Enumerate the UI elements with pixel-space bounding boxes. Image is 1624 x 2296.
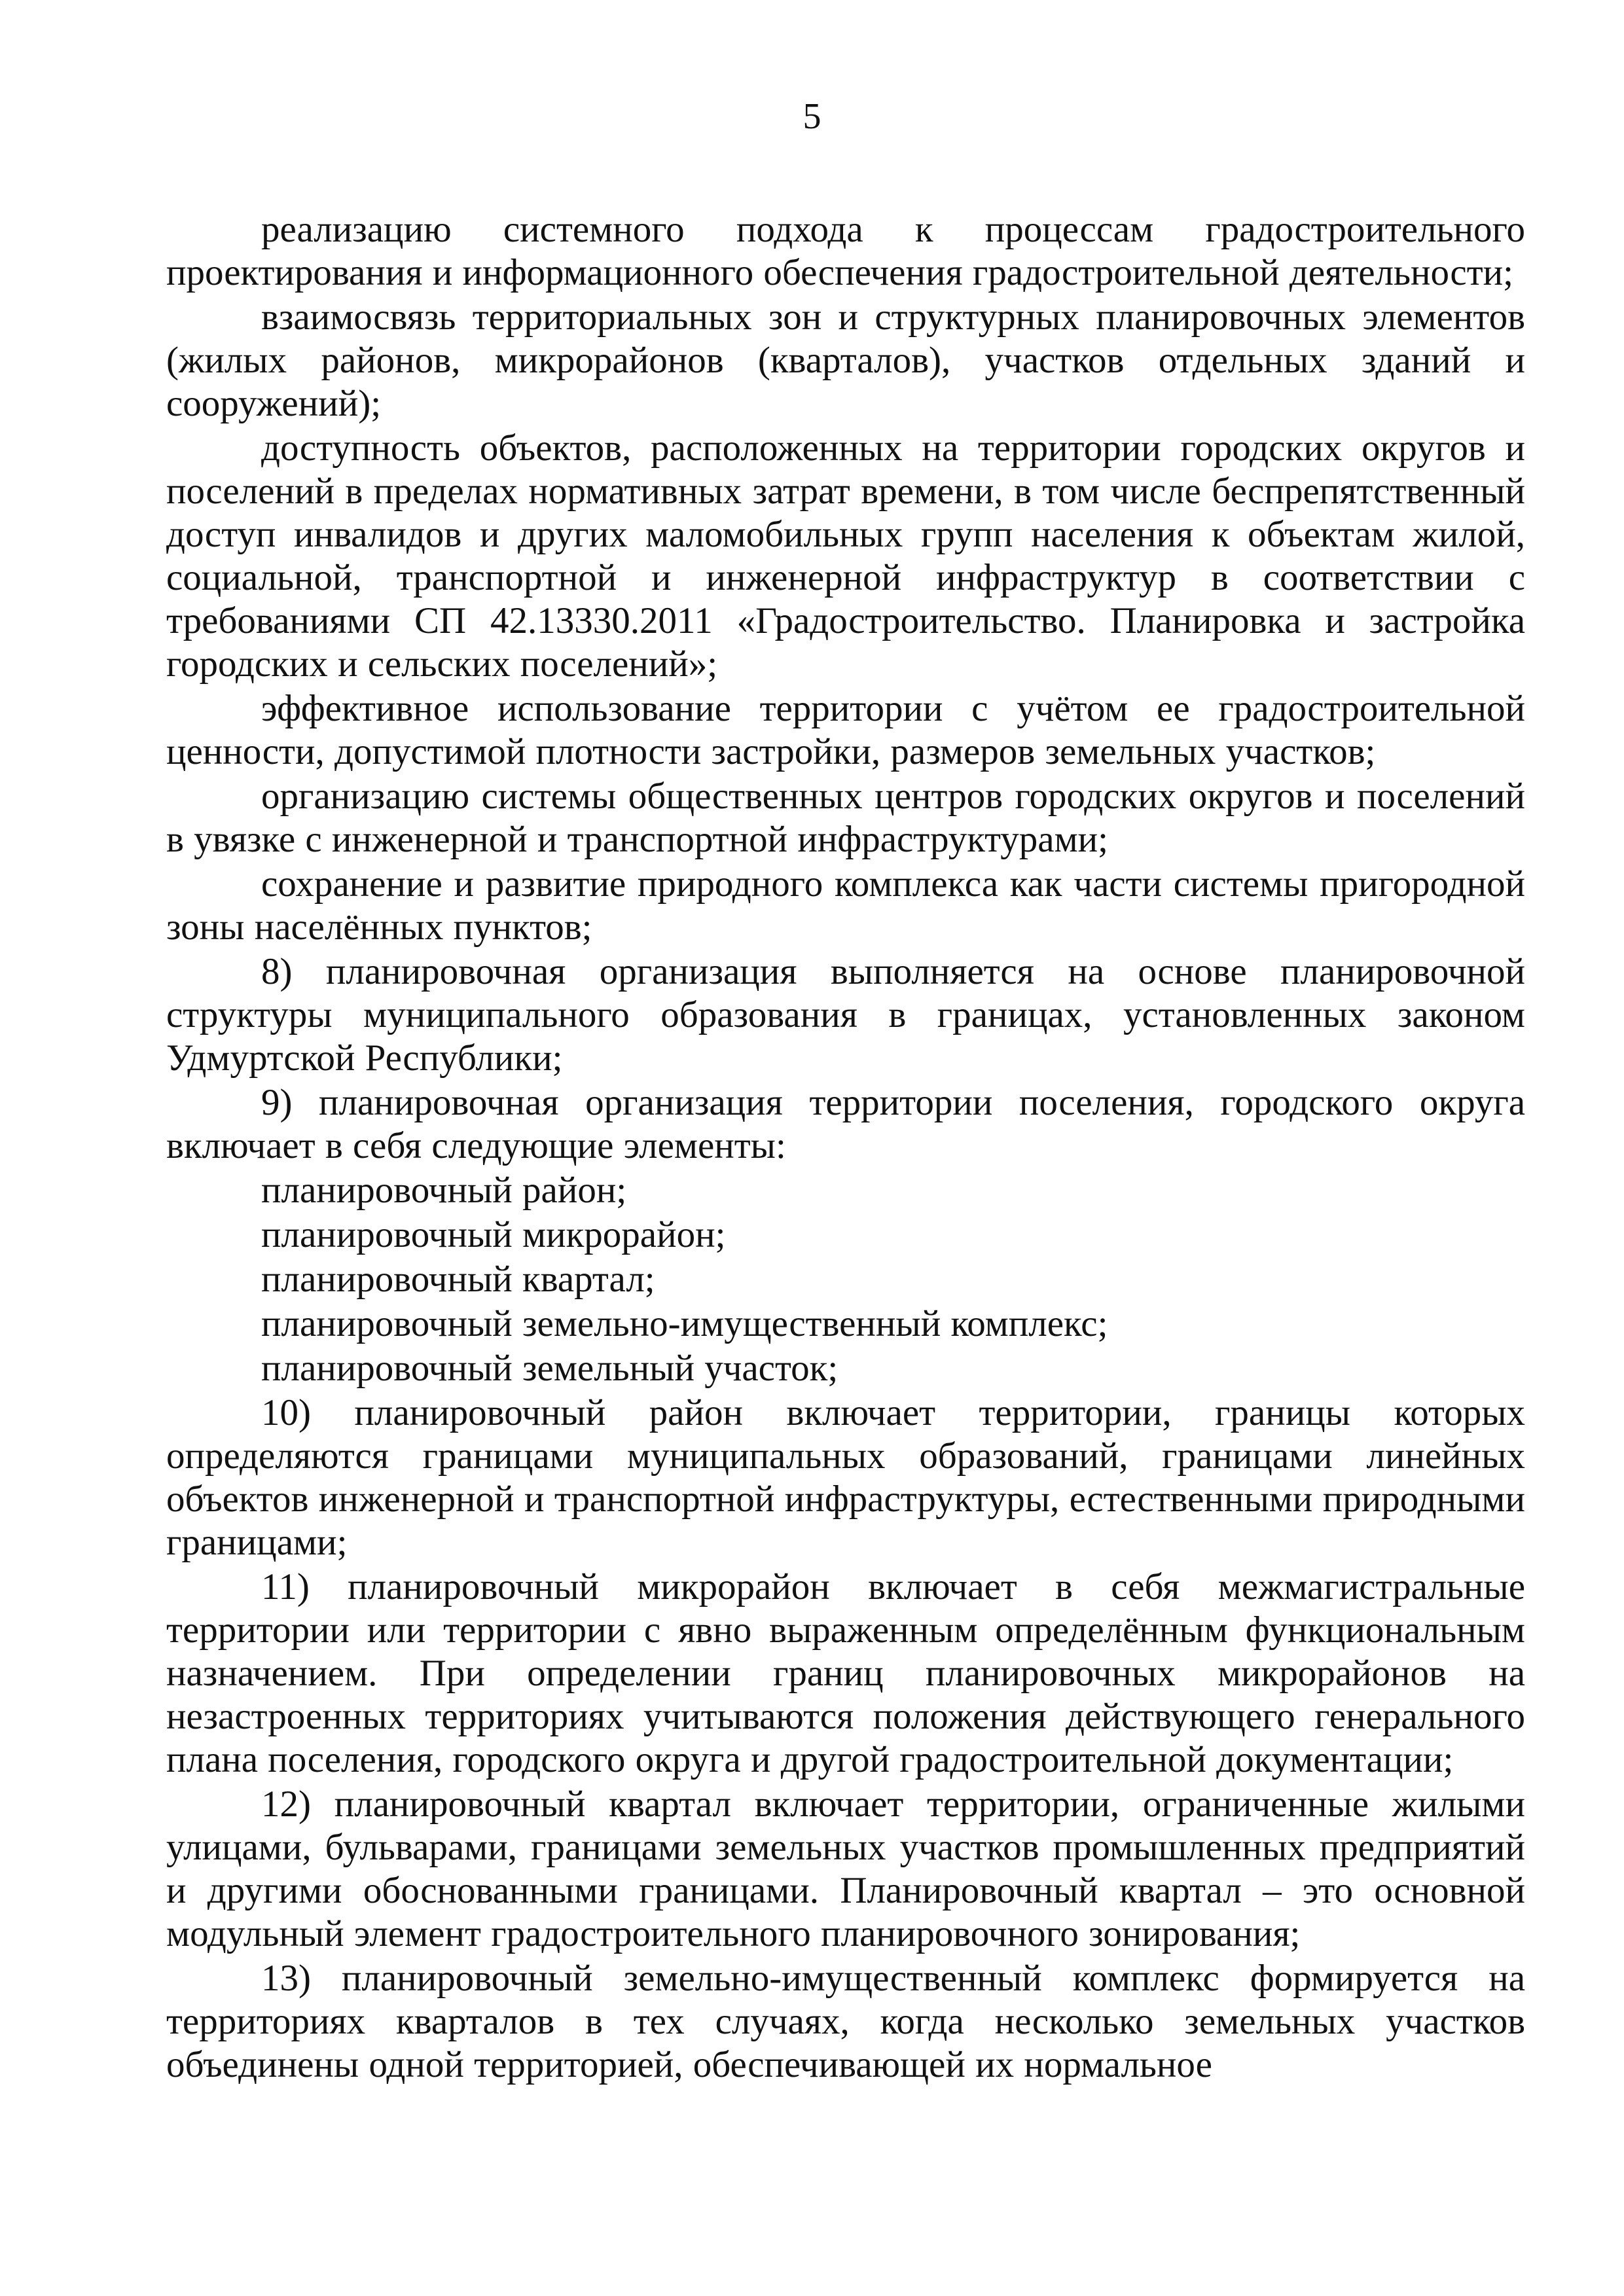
paragraph-accessibility: доступность объектов, расположенных на территории городских округов и поселений в пределах нормативных затрат времени, в том числе беспрепятственный доступ инвалидов и других маломобильных групп населения к объектам жилой, социальной, транспортной и инженерной инфраструктур в соответствии с требованиями СП 42.13330.2011 «Градостроительство. Планировка и застройка городских и сельских поселений»;	[166, 427, 1525, 685]
element-land-property-complex: планировочный земельно-имущественный комплекс;	[261, 1303, 1108, 1344]
page-number: 5	[803, 96, 821, 137]
list-item-10: 10) планировочный район включает территории, границы которых определяются границами муниципальных образований, границами линейных объектов инженерной и транспортной инфраструктуры, естественными природными границами;	[166, 1392, 1525, 1563]
list-item-13: 13) планировочный земельно-имущественный комплекс формируется на территориях кварталов в тех случаях, когда несколько земельных участков объединены одной территорией, обеспечивающей их нормальное	[166, 1958, 1525, 2085]
paragraph-system-approach: реализацию системного подхода к процессам градостроительного проектирования и информационного обеспечения градостроительной деятельности;	[166, 209, 1525, 293]
list-item-8: 8) планировочная организация выполняется на основе планировочной структуры муниципального образования в границах, установленных законом Удмуртской Республики;	[166, 951, 1525, 1079]
element-land-plot: планировочный земельный участок;	[261, 1348, 839, 1389]
list-item-12: 12) планировочный квартал включает территории, ограниченные жилыми улицами, бульварами, границами земельных участков промышленных предприятий и другими обоснованными границами. Планировочный квартал – это основной модульный элемент градостроительного планировочного зонирования;	[166, 1784, 1525, 1954]
paragraph-nature-complex: сохранение и развитие природного комплекса как части системы пригородной зоны населённых пунктов;	[166, 863, 1525, 948]
element-quarter: планировочный квартал;	[261, 1259, 655, 1300]
paragraph-zones-relationship: взаимосвязь территориальных зон и структурных планировочных элементов (жилых районов, микрорайонов (кварталов), участков отдельных зданий и сооружений);	[166, 296, 1525, 424]
list-item-11: 11) планировочный микрорайон включает в себя межмагистральные территории или территории с явно выраженным определённым функциональным назначением. При определении границ планировочных микрорайонов на незастроенных территориях учитываются положения действующего генерального плана поселения, городского округа и другой градостроительной документации;	[166, 1566, 1525, 1780]
element-district: планировочный район;	[261, 1170, 627, 1211]
document-body	[166, 208, 1525, 2087]
element-microdistrict: планировочный микрорайон;	[261, 1214, 726, 1255]
paragraph-territory-use: эффективное использование территории с учётом ее градостроительной ценности, допустимой плотности застройки, размеров земельных участков;	[166, 688, 1525, 772]
paragraph-public-centers: организацию системы общественных центров городских округов и поселений в увязке с инженерной и транспортной инфраструктурами;	[166, 776, 1525, 860]
list-item-9: 9) планировочная организация территории поселения, городского округа включает в себя следующие элементы:	[166, 1082, 1525, 1166]
